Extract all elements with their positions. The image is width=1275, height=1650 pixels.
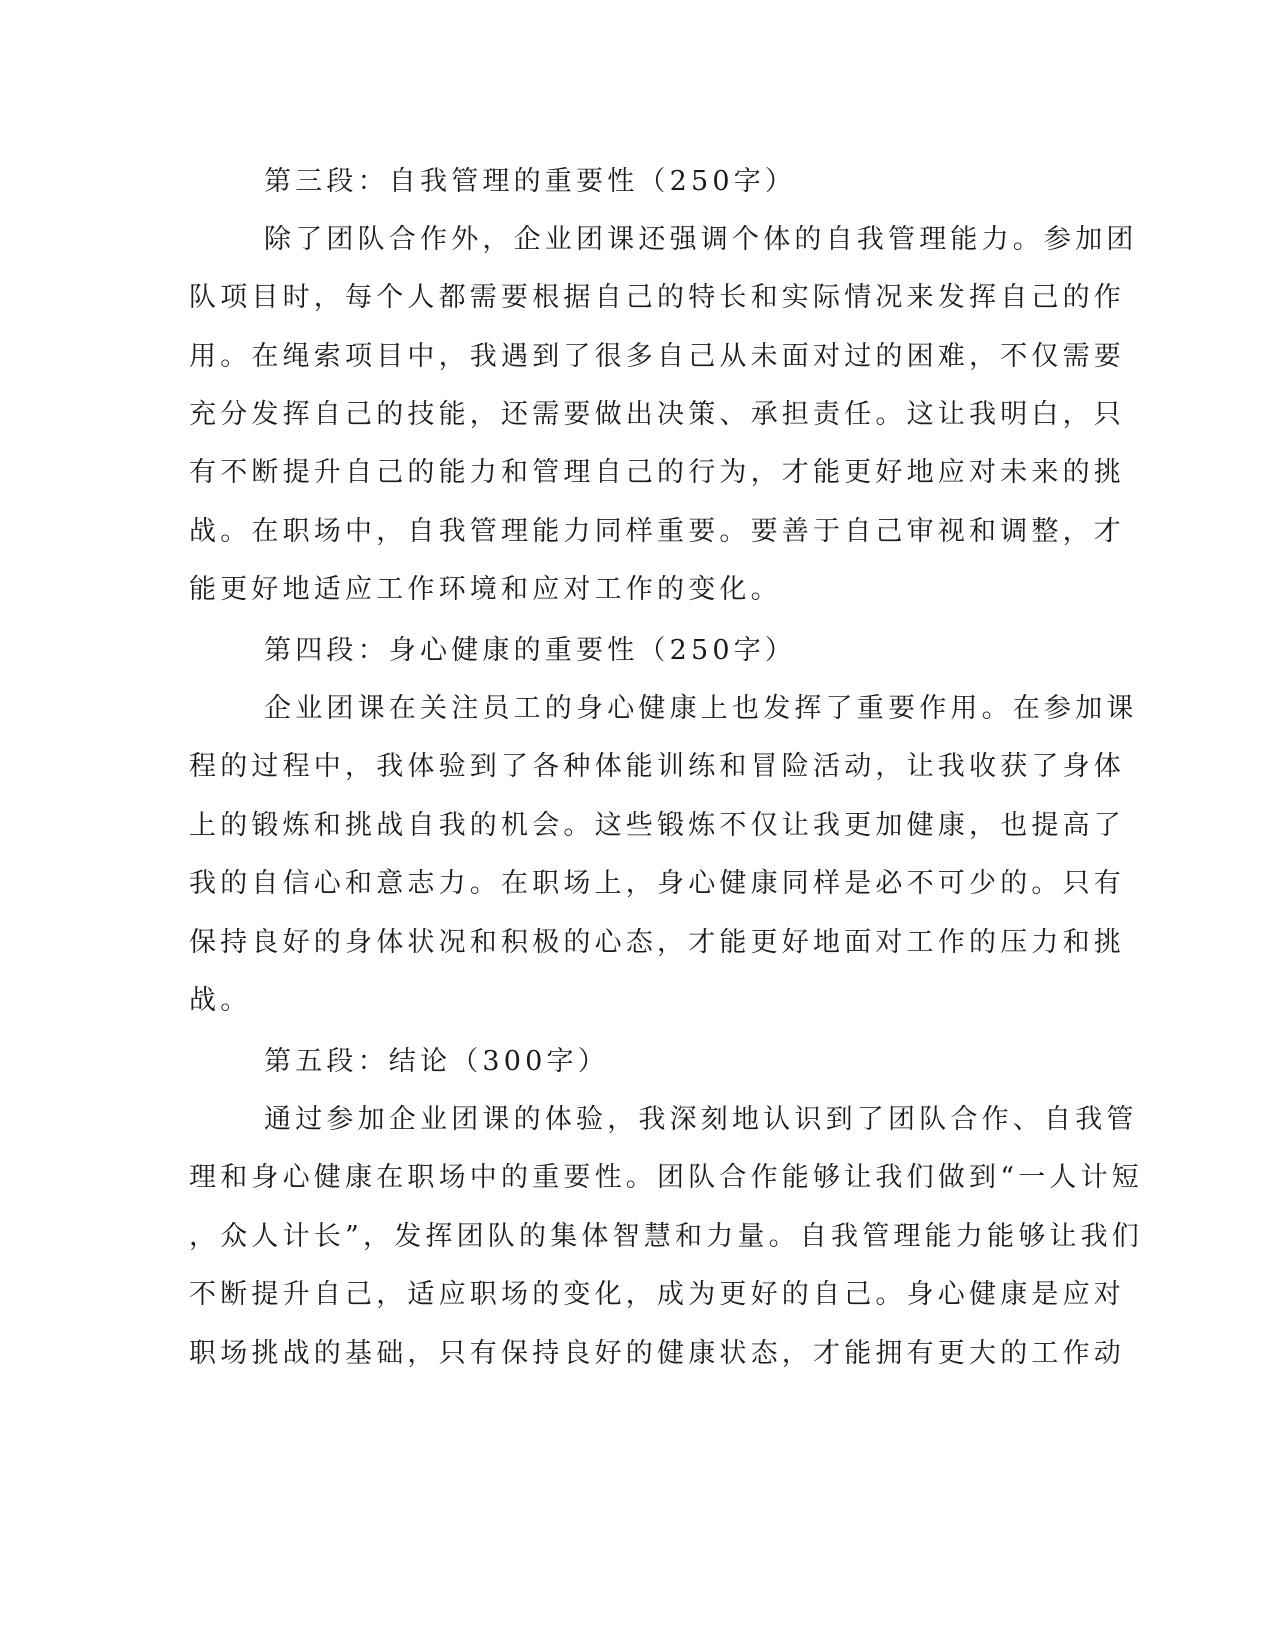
paragraph-line: 用。在绳索项目中，我遇到了很多自己从未面对过的困难，不仅需要 <box>189 341 1125 372</box>
section-heading-3: 第三段：自我管理的重要性（250字） <box>264 166 797 197</box>
paragraph-line: 能更好地适应工作环境和应对工作的变化。 <box>189 574 782 605</box>
paragraph-line: 战。在职场中，自我管理能力同样重要。要善于自己审视和调整，才 <box>189 516 1125 547</box>
paragraph-line: ，众人计长”，发挥团队的集体智慧和力量。自我管理能力能够让我们 <box>189 1221 1144 1252</box>
paragraph-line: 职场挑战的基础，只有保持良好的健康状态，才能拥有更大的工作动 <box>189 1338 1125 1369</box>
paragraph-line: 战。 <box>189 985 252 1016</box>
paragraph-line: 理和身心健康在职场中的重要性。团队合作能够让我们做到“一人计短 <box>189 1162 1144 1193</box>
paragraph-line: 除了团队合作外，企业团课还强调个体的自我管理能力。参加团 <box>264 224 1138 255</box>
paragraph-line: 通过参加企业团课的体验，我深刻地认识到了团队合作、自我管 <box>264 1104 1138 1135</box>
paragraph-line: 上的锻炼和挑战自我的机会。这些锻炼不仅让我更加健康，也提高了 <box>189 810 1125 841</box>
paragraph-line: 不断提升自己，适应职场的变化，成为更好的自己。身心健康是应对 <box>189 1279 1125 1310</box>
paragraph-line: 企业团课在关注员工的身心健康上也发挥了重要作用。在参加课 <box>264 693 1138 724</box>
section-heading-5: 第五段：结论（300字） <box>264 1046 609 1077</box>
paragraph-line: 有不断提升自己的能力和管理自己的行为，才能更好地应对未来的挑 <box>189 457 1125 488</box>
paragraph-line: 队项目时，每个人都需要根据自己的特长和实际情况来发挥自己的作 <box>189 282 1125 313</box>
section-heading-4: 第四段：身心健康的重要性（250字） <box>264 635 797 666</box>
paragraph-line: 保持良好的身体状况和积极的心态，才能更好地面对工作的压力和挑 <box>189 927 1125 958</box>
paragraph-line: 程的过程中，我体验到了各种体能训练和冒险活动，让我收获了身体 <box>189 751 1125 782</box>
paragraph-line: 我的自信心和意志力。在职场上，身心健康同样是必不可少的。只有 <box>189 868 1125 899</box>
paragraph-line: 充分发挥自己的技能，还需要做出决策、承担责任。这让我明白，只 <box>189 399 1125 430</box>
